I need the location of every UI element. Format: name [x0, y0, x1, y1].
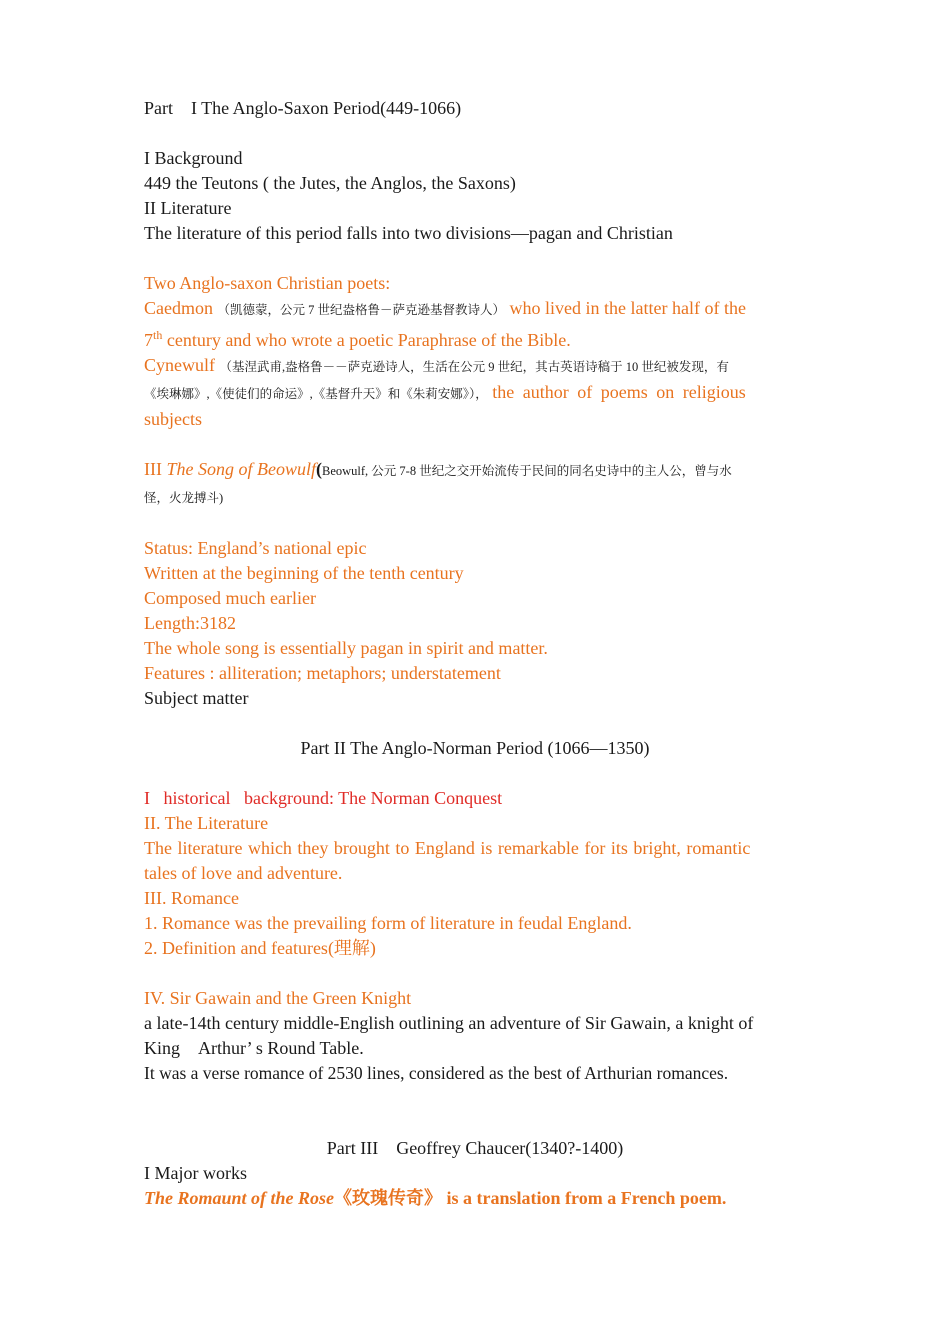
beowulf-number: III	[144, 459, 167, 479]
caedmon-chinese-note: （凯德蒙，公元 7 世纪盎格鲁－萨克逊基督教诗人）	[217, 303, 506, 317]
background-heading: I Background	[144, 148, 243, 168]
gawain-heading: IV. Sir Gawain and the Green Knight	[144, 988, 412, 1008]
gawain-text: a late-14th century middle-English outlining an adventure of Sir Gawain, a knight of	[144, 1013, 754, 1033]
document-page	[144, 96, 806, 1211]
literature-heading-2: II. The Literature	[144, 813, 269, 833]
rose-line	[144, 1186, 806, 1211]
beowulf-chinese-note: Beowulf, 公元 7-8 世纪之交开始流传于民间的同名史诗中的主人公，曾与水	[321, 464, 732, 478]
caedmon-century-num: 7	[144, 330, 153, 350]
caedmon-name: Caedmon	[144, 298, 213, 318]
rose-text: is a translation from a French poem.	[442, 1188, 727, 1208]
caedmon-text: who lived in the latter half of the	[509, 298, 746, 318]
literature-heading: II Literature	[144, 198, 232, 218]
part1-title: Part I The Anglo-Saxon Period(449-1066)	[144, 98, 462, 118]
literature-text: The literature of this period falls into two divisions—pagan and Christian	[144, 223, 673, 243]
romance-heading: III. Romance	[144, 888, 239, 908]
beowulf-line-2	[144, 484, 806, 511]
works-heading: I Major works	[144, 1163, 247, 1183]
caedmon-text-2: century and who wrote a poetic Paraphrase of the Bible.	[162, 330, 571, 350]
beowulf-heading	[144, 457, 806, 484]
beowulf-length: Length:3182	[144, 613, 236, 633]
historical-text: background: The Norman Conquest	[243, 788, 503, 808]
beowulf-paren: (	[315, 459, 322, 479]
beowulf-features: Features : alliteration; metaphors; understatement	[144, 663, 501, 683]
beowulf-status: Status: England’s national epic	[144, 538, 367, 558]
background-text: 449 the Teutons ( the Jutes, the Anglos, the Saxons)	[144, 173, 516, 193]
cynewulf-chinese-note-2: 《埃琳娜》,《使徒们的命运》,《基督升天》和《朱莉安娜》），	[144, 387, 488, 401]
gawain-text-3: It was a verse romance of 2530 lines, considered as the best of Arthurian romances.	[144, 1063, 729, 1083]
beowulf-title: The Song of Beowulf	[166, 459, 316, 479]
literature-text-2: The literature which they brought to England is remarkable for its bright, romantic	[144, 838, 751, 858]
caedmon-line	[144, 296, 806, 323]
historical-background	[144, 786, 806, 811]
historical-word: historical	[163, 788, 231, 808]
caedmon-superscript: th	[153, 328, 163, 342]
cynewulf-name: Cynewulf	[144, 355, 215, 375]
part3-title: Part III Geoffrey Chaucer(1340?-1400)	[326, 1138, 624, 1158]
rose-chinese-title: 《玫瑰传奇》	[334, 1188, 443, 1208]
beowulf-pagan: The whole song is essentially pagan in spirit and matter.	[144, 638, 548, 658]
romance-item-2: 2. Definition and features(理解)	[144, 938, 376, 958]
beowulf-subject: Subject matter	[144, 688, 249, 708]
cynewulf-line-2	[144, 380, 806, 407]
historical-number: I	[144, 788, 150, 808]
part2-title: Part II The Anglo-Norman Period (1066—1350)	[300, 738, 650, 758]
cynewulf-text-2: subjects	[144, 409, 202, 429]
cynewulf-chinese-note: （基涅武甫,盎格鲁－－萨克逊诗人，生活在公元 9 世纪，其古英语诗稿于 10 世纪被发现，有	[219, 360, 729, 374]
poets-heading: Two Anglo-saxon Christian poets:	[144, 273, 391, 293]
caedmon-line-2	[144, 323, 806, 353]
literature-text-3: tales of love and adventure.	[144, 863, 343, 883]
rose-title: The Romaunt of the Rose	[144, 1188, 335, 1208]
beowulf-composed: Composed much earlier	[144, 588, 316, 608]
beowulf-chinese-note-2: 怪，火龙搏斗)	[144, 491, 224, 505]
cynewulf-line	[144, 353, 806, 380]
cynewulf-text: the author of poems on religious	[492, 382, 746, 402]
gawain-text-2: King Arthur’ s Round Table.	[144, 1038, 364, 1058]
beowulf-written: Written at the beginning of the tenth century	[144, 563, 464, 583]
romance-item-1: 1. Romance was the prevailing form of literature in feudal England.	[144, 913, 632, 933]
